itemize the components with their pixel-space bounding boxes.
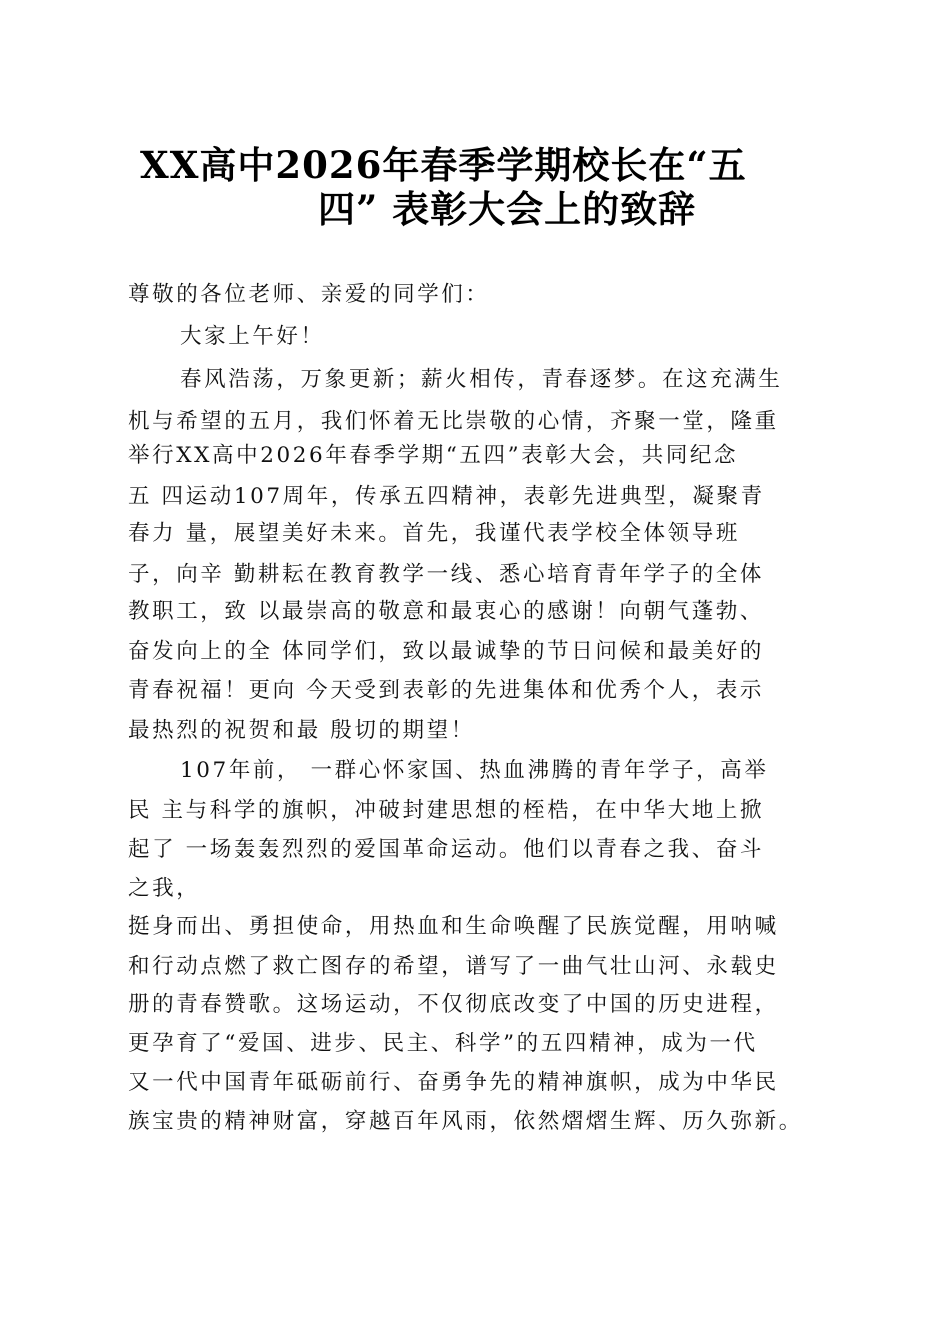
body-line: 又一代中国青年砥砺前行、奋勇争先的精神旗帜，成为中华民 bbox=[128, 1070, 779, 1095]
body-line: 教职工，致 以最崇高的敬意和最衷心的感谢！向朝气蓬勃、 bbox=[128, 599, 765, 624]
body-line: 和行动点燃了救亡图存的希望，谱写了一曲气壮山河、永载史 bbox=[128, 954, 779, 979]
body-line: 春风浩荡，万象更新；薪火相传，青春逐梦。在这充满生 bbox=[180, 367, 783, 392]
body-line: 机与希望的五月，我们怀着无比崇敬的心情，齐聚一堂，隆重 bbox=[128, 409, 779, 434]
body-line: 子，向辛 勤耕耘在教育教学一线、悉心培育青年学子的全体 bbox=[128, 562, 765, 587]
body-line: 最热烈的祝贺和最 殷切的期望！ bbox=[128, 718, 475, 743]
body-line: 青春祝福！更向 今天受到表彰的先进集体和优秀个人，表示 bbox=[128, 678, 765, 703]
body-line: 更孕育了“爱国、进步、民主、科学”的五四精神，成为一代 bbox=[128, 1031, 758, 1056]
body-line: 起了 一场轰轰烈烈的爱国革命运动。他们以青春之我、奋斗 bbox=[128, 837, 765, 862]
body-line: 107年前， 一群心怀家国、热血沸腾的青年学子，高举 bbox=[180, 758, 769, 783]
body-line: 春力 量，展望美好未来。首先，我谨代表学校全体领导班 bbox=[128, 521, 740, 546]
body-line: 族宝贵的精神财富，穿越百年风雨，依然熠熠生辉、历久弥新。 bbox=[128, 1109, 803, 1134]
body-line: 举行XX高中2026年春季学期“五四”表彰大会，共同纪念 bbox=[128, 443, 739, 468]
body-line: 之我， bbox=[128, 876, 201, 901]
body-line-greeting: 大家上午好！ bbox=[180, 324, 325, 349]
body-line: 奋发向上的全 体同学们，致以最诚挚的节日问候和最美好的 bbox=[128, 639, 765, 664]
document-title-line-2: 四” 表彰大会上的致辞 bbox=[318, 187, 697, 231]
body-line: 五 四运动107周年，传承五四精神，表彰先进典型，凝聚青 bbox=[128, 484, 765, 509]
body-line: 挺身而出、勇担使命，用热血和生命唤醒了民族觉醒，用呐喊 bbox=[128, 914, 779, 939]
body-line: 册的青春赞歌。这场运动，不仅彻底改变了中国的历史进程， bbox=[128, 992, 779, 1017]
body-line-salutation: 尊敬的各位老师、亲爱的同学们： bbox=[128, 282, 490, 307]
body-line: 民 主与科学的旗帜，冲破封建思想的桎梏，在中华大地上掀 bbox=[128, 798, 765, 823]
document-title-line-1: XX高中2026年春季学期校长在“五 bbox=[140, 143, 747, 187]
